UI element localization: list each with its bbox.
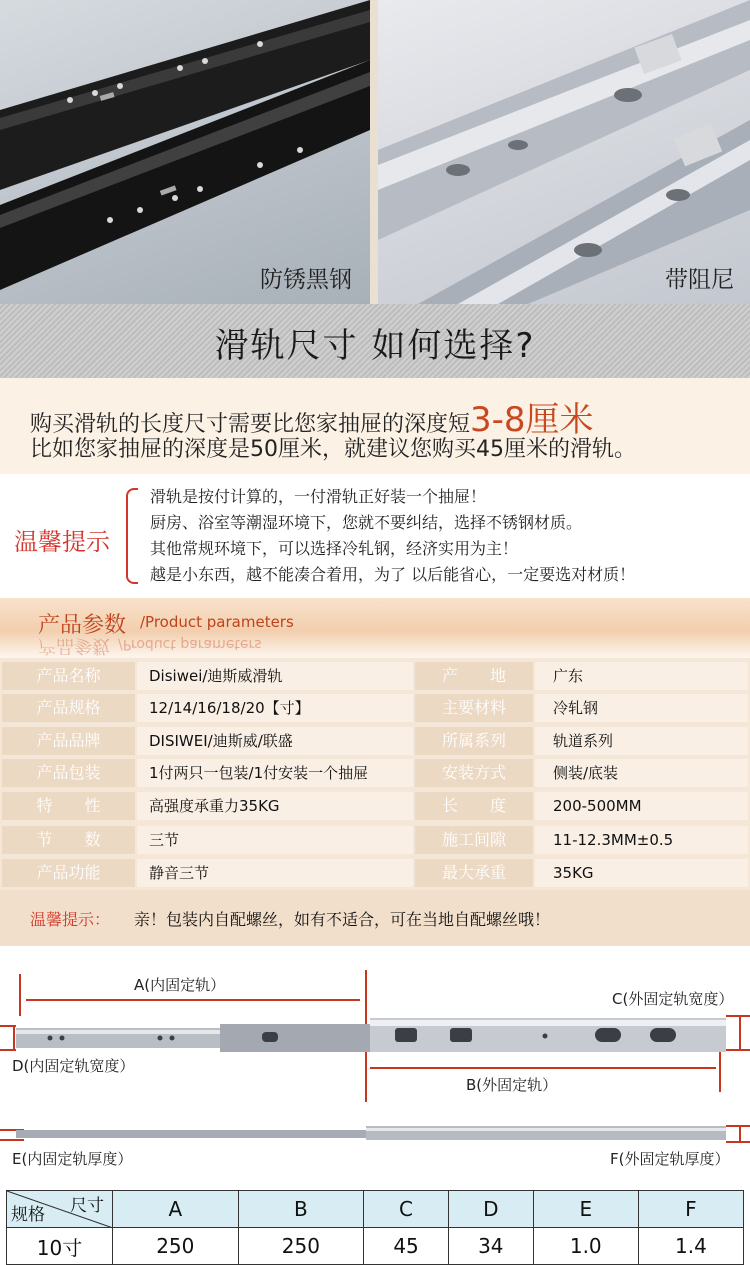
param-key: 产品品牌 [2,727,135,755]
params-table [0,658,750,890]
section-title: 滑轨尺寸 如何选择? [214,326,536,366]
param-value: DISIWEI/迪斯威/联盛 [137,727,413,755]
param-value: 三节 [137,826,413,854]
params-row [2,792,748,820]
param-value: 侧装/底装 [535,759,748,787]
tip-item: 越是小东西，越不能凑合着用，为了 以后能省心，一定要选对材质！ [150,565,636,584]
param-key: 产 地 [415,662,533,690]
params-title-reflection-en: /Product parameters [118,636,262,652]
intro-line-1-text: 购买滑轨的长度尺寸需要比您家抽屉的深度短 [30,412,471,437]
size-cell: 1.0 [533,1228,638,1265]
param-key: 产品功能 [2,859,135,887]
param-value: 1付两只一包装/1付安装一个抽屉 [137,759,413,787]
param-value: 高强度承重力35KG [137,792,413,820]
params-row [2,759,748,787]
size-header-d: D [448,1191,533,1228]
tip-item: 其他常规环境下，可以选择冷轧钢，经济实用为主！ [150,539,519,558]
label-b: B(外固定轨） [466,1076,558,1094]
rail-dimension-diagram [0,946,750,1190]
size-cell: 45 [364,1228,449,1265]
params-header [0,598,750,658]
size-header-e: E [533,1191,638,1228]
label-e: E(内固定轨厚度） [12,1150,133,1168]
param-value: 12/14/16/18/20【寸】 [137,694,413,722]
damper-rail-photo [378,0,750,304]
size-cell: 34 [448,1228,533,1265]
label-a: A(内固定轨） [134,976,226,994]
size-table-grid [6,1190,744,1265]
tips-brace [126,488,138,584]
intro-block [0,378,750,474]
size-table [6,1190,744,1260]
product-photos [0,0,750,304]
param-key: 产品名称 [2,662,135,690]
section-title-band [0,304,750,378]
label-f: F(外固定轨厚度） [610,1150,730,1168]
black-rail-illustration [0,0,370,304]
param-value: 冷轧钢 [535,694,748,722]
size-table-corner [7,1191,113,1228]
param-value: 11-12.3MM±0.5 [535,826,748,854]
param-value: 35KG [535,859,748,887]
params-title-cn: 产品参数 [38,613,127,638]
param-key: 节 数 [2,826,135,854]
black-steel-rail-photo [0,0,370,304]
notice-label: 温馨提示： [30,910,111,929]
label-d: D(内固定轨宽度） [12,1057,135,1075]
size-row-label: 10寸 [7,1228,113,1265]
corner-top-label: 尺寸 [70,1196,104,1216]
params-title-en: /Product parameters [140,613,294,631]
tips-label: 温馨提示 [14,528,110,556]
params-title-reflection-cn: 产品参数 [38,635,110,656]
size-table-row [7,1228,744,1265]
package-notice [0,890,750,946]
size-header-c: C [364,1191,449,1228]
param-value: 静音三节 [137,859,413,887]
param-key: 主要材料 [415,694,533,722]
param-key: 特 性 [2,792,135,820]
param-key: 最大承重 [415,859,533,887]
tips-block [0,474,750,598]
param-key: 产品规格 [2,694,135,722]
tips-list [150,484,635,588]
size-table-header-row [7,1191,744,1228]
param-key: 安装方式 [415,759,533,787]
label-c: C(外固定轨宽度） [612,990,734,1008]
silver-rail-illustration [378,0,750,304]
param-value: 200-500MM [535,792,748,820]
param-key: 施工间隙 [415,826,533,854]
right-photo-caption: 带阻尼 [665,267,734,293]
param-key: 所属系列 [415,727,533,755]
size-cell: 250 [113,1228,239,1265]
params-row [2,694,748,722]
size-header-b: B [238,1191,364,1228]
params-row [2,826,748,854]
param-key: 长 度 [415,792,533,820]
corner-bottom-label: 规格 [11,1205,45,1225]
size-cell: 250 [238,1228,364,1265]
size-cell: 1.4 [638,1228,743,1265]
params-row [2,859,748,887]
intro-line-2: 比如您家抽屉的深度是50厘米，就建议您购买45厘米的滑轨。 [30,437,636,462]
tip-item: 厨房、浴室等潮湿环境下，您就不要纠结，选择不锈钢材质。 [150,513,583,532]
params-title-reflection [38,634,262,660]
params-row [2,662,748,690]
size-header-a: A [113,1191,239,1228]
param-key: 产品包装 [2,759,135,787]
notice-text: 亲！包装内自配螺丝，如有不适合，可在当地自配螺丝哦！ [134,910,551,929]
tip-item: 滑轨是按付计算的，一付滑轨正好装一个抽屉！ [150,487,487,506]
param-value: Disiwei/迪斯威滑轨 [137,662,413,690]
params-row [2,727,748,755]
intro-highlight: 3-8厘米 [470,400,594,440]
left-photo-caption: 防锈黑钢 [260,267,352,293]
param-value: 广东 [535,662,748,690]
param-value: 轨道系列 [535,727,748,755]
size-header-f: F [638,1191,743,1228]
